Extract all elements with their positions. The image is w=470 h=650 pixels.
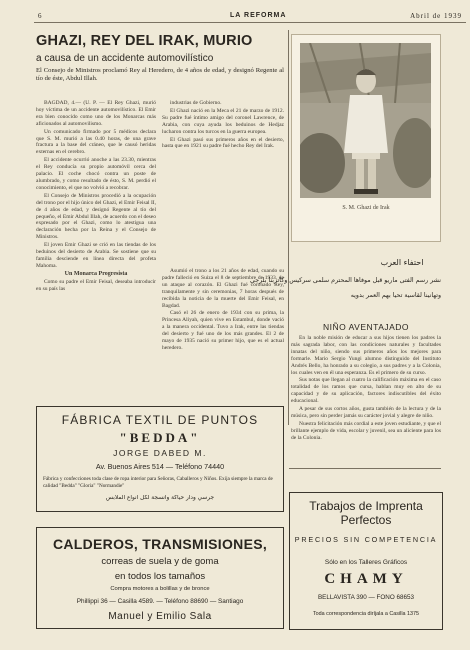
paragraph: El accidente ocurrió anoche a las 23.30, mientras el Rey conducía su propio automóvil cerca del palacio. El coche chocó contra un poste de alumbrado, y como resultado de ésto, S. M. perdió el conocimiento, el que no volvió a recobrar. <box>36 157 156 191</box>
page-header <box>34 10 466 23</box>
ad-line: Sólo en los Talleres Gráficos <box>324 559 408 566</box>
arabic-text-line: نشر رسم الفتى ماريو قبل موفاها المحترم سلمى سركيس وكاتربنا بلرجى <box>250 277 441 284</box>
paragraph: A pesar de sus cortos años, gusta también de la lectura y de la música, pero sin perder jamás su carácter jovial y alegre de niño. <box>291 406 441 419</box>
ad-headline: Trabajos de Imprenta Perfectos <box>309 499 423 527</box>
section-divider <box>289 468 441 469</box>
paragraph: Un comunicado firmado por 5 médicos declara que S. M. murió a las 0.40 horas, de una grave fractura a la base del cráneo, que le causó heridas externas en el cerebro. <box>36 128 156 156</box>
advertisement-calderos <box>36 527 284 629</box>
paragraph: Asumió el trono a los 21 años de edad, cuando su padre falleció en Suiza el 8 de septiembre de 1933, de un ataque al corazón. El Ghazi fué coronado Rey, tranquilamente y sin ceremonias, 7 horas después de recibida la noticia de la muerte del Emir Feisal, en Bagdad. <box>162 268 284 309</box>
arabic-text-line: وتهانينا لقاسية تحيا بهم العمر بدويه <box>350 292 441 299</box>
paragraph: En la noble misión de educar a sus hijos tienen los padres la más sagrada labor, con las condiciones naturales y facultades innatas del niño, siendo sus primeros años los mejores para formarle. Mario Sergio Yungi alumno distinguido del Instituto Andrés Bello, ha honrado a su colegio, a sus padres y a la Colonia, los cuales ven en él una esperanza. Es el primero de su curso. <box>291 335 441 376</box>
issue-date: Abril de 1939 <box>410 12 462 20</box>
section-title: NIÑO AVENTAJADO <box>322 322 410 332</box>
paragraph: BAGDAD, 4.— (U. P. — El Rey Ghazi, murió hoy víctima de un accidente automovilístico. El Emir era bien conocido como uno de los Monarcas más aficionados al automovilismo. <box>36 100 156 127</box>
ad-address: BELLAVISTA 390 — FONO 68653 <box>317 594 415 601</box>
advertisement-fabrica <box>36 406 284 512</box>
ad-headline: CALDEROS, TRANSMISIONES, <box>52 536 268 552</box>
portrait-photo <box>300 43 431 198</box>
article-column-1 <box>36 100 156 390</box>
article-column-2 <box>162 100 284 220</box>
paragraph: El Ghazi nació en la Meca el 21 de marzo de 1912. Su padre fué íntimo amigo del coronel Lawrence, de Arabia, con cuya ayuda los beduinos de Hedjaz lucharon contra los turcos en la guerra europea. <box>162 107 284 135</box>
ad-owner: Manuel y Emilio Sala <box>108 611 212 622</box>
paragraph: El Consejo de Ministros procedió a la ocupación del trono por el hijo único del Ghazi, el Emir Feisal II, de 4 años de edad, y designó Regente al tío del pequeño, el Emir Abdul Illah, de acuerdo con el deseo expresado por el Ghazi, como lo atestigua una declaración hecha por la Reina y el Consejo de Ministros. <box>36 192 156 241</box>
ad-line: Compra motores a bolillas y de bronce <box>110 586 210 592</box>
ad-line: PRECIOS SIN COMPETENCIA <box>294 535 438 544</box>
section-body <box>291 335 441 455</box>
photo-frame <box>291 34 441 242</box>
ad-line: correas de suela y de goma <box>101 556 219 567</box>
column-divider <box>288 30 289 425</box>
ad-brand: "BEDDA" <box>119 430 201 445</box>
ad-owner: JORGE DABED M. <box>113 448 207 458</box>
column-subtitle: Un Monarca Progresista <box>64 270 128 277</box>
article-lead: El Consejo de Ministros proclamó Rey al Heredero, de 4 años de edad, y designó Regente al tío de éste, Abdul Illah. <box>36 67 284 83</box>
article-column-3 <box>162 268 284 390</box>
paragraph: Casó el 26 de enero de 1934 con su prima, la Princesa Aliyah, quien vive en Estambul, donde vació a la manera occidental. Tuvo a Irak, entre las tiendas del desierto y fué uno de los más grandes. El 2 de mayo de 1935 nació su primer hijo, que es el actual heredero. <box>162 310 284 351</box>
ad-line: en todos los tamaños <box>114 571 206 582</box>
ad-arabic-text: جرسي ودار حياكة وانسجة لكل انواع الملابس <box>105 495 215 501</box>
ad-address: Av. Buenos Aires 514 — Teléfono 74440 <box>95 462 225 471</box>
paragraph: Sus notas que llegan al cuatro la calificación máxima en el caso totalidad de los ramos que cursa, hablan muy en alto de su capacidad y de su aplicación, factores indiscutibles del éxito educacional. <box>291 377 441 405</box>
paragraph: El Ghazi pasó sus primeros años en el desierto, hasta que en 1921 su padre fué hecho Rey del Irak. <box>162 136 284 150</box>
paragraph: Como su padre el Emir Feisal, deseaba introducir en su país las <box>36 278 156 292</box>
paragraph: industrias de Gobierno. <box>170 100 222 106</box>
paragraph: El joven Emir Ghazi se crió en las tiendas de los beduinos del desierto de Arabia. Se sostiene que su familia desciende en línea directa del profeta Mahoma. <box>36 242 156 269</box>
article-headline: GHAZI, REY DEL IRAK, MURIO <box>36 33 253 49</box>
newspaper-title: LA REFORMA <box>230 12 287 19</box>
ad-address: Phillippi 36 — Casilla 4589. — Teléfono 88690 — Santiago <box>76 598 244 605</box>
advertisement-imprenta <box>289 492 443 630</box>
photo-caption: S. M. Ghazi de Irak <box>342 205 390 211</box>
ad-contact: Toda correspondencia diríjala a Casilla 1375 <box>312 611 420 617</box>
ad-brand: CHAMY <box>324 571 408 587</box>
ad-headline: FÁBRICA TEXTIL DE PUNTOS <box>61 413 259 427</box>
article-subhead: a causa de un accidente automovilístico <box>36 53 214 64</box>
arabic-section-title: احتفاء العرب <box>380 258 424 267</box>
paragraph: Nuestra felicitación más cordial a este joven estudiante, y que el brillante ejemplo de vida, escolar y juvenil, sea un aliciente para los de la Colonia. <box>291 420 441 441</box>
ad-details: Fábrica y confecciones toda clase de ropa interior para Señoras, Caballeros y Niños. Exija siempre la marca de calidad "Bedda" "Gloria" "Normandie" <box>43 476 273 489</box>
page-number: 6 <box>38 12 43 20</box>
